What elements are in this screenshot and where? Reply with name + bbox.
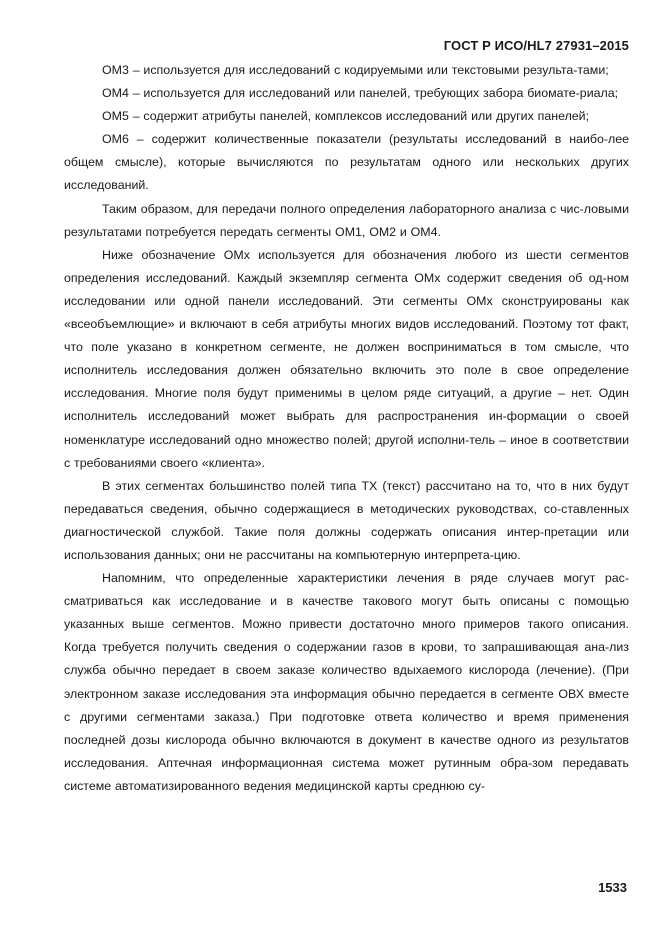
- paragraph-om3: ОМ3 – используется для исследований с кодируемыми или текстовыми результа-тами;: [102, 63, 609, 77]
- paragraph-om4: ОМ4 – используется для исследований или панелей, требующих забора биомате-риала;: [102, 86, 619, 101]
- paragraph-om6: ОМ6 – содержит количественные показатели (результаты исследований в наибо-лее общем смысле), которые вычисляются по результатам одного или нескольких других исследований.: [64, 132, 629, 193]
- page-number: 1533: [598, 880, 627, 895]
- paragraph-om5: ОМ5 – содержит атрибуты панелей, комплексов исследований или других панелей;: [102, 109, 590, 124]
- document-body: [64, 59, 629, 798]
- paragraph-treatment-note: Напомним, что определенные характеристики лечения в ряде случаев могут рас-сматриваться как исследование и в качестве такового могут быть описаны с помощью указанных выше сегментов. Можно привести достаточно много примеров такого описания. Когда требуется получить сведения о содержании газов в крови, то запрашивающая ана-лиз служба обычно передает в своем заказе количество вдыхаемого кислорода (лечение). (При электронном заказе исследования эта информация обычно передается в сегменте ОВХ вместе с другими сегментами заказа.) При подготовке ответа количество и время применения последней дозы кислорода обычно включаются в документ в качестве одного из результатов исследования. Аптечная информационная система может рутинным обра-зом передавать системе автоматизированного ведения медицинской карты среднюю су-: [64, 571, 629, 793]
- document-header: ГОСТ Р ИСО/HL7 27931–2015: [443, 38, 629, 53]
- paragraph-omx-description: Ниже обозначение ОМх используется для обозначения любого из шести сегментов определения исследований. Каждый экземпляр сегмента ОМх содержит сведения об од-ном исследовании или одной панели исследований. Эти сегменты ОМх сконструированы как «всеобъемлющие» и включают в себя атрибуты многих видов исследований. Поэтому тот факт, что поле указано в конкретном сегменте, не должен восприниматься в том смысле, что исполнитель исследования должен обязательно включить это поле в свое определение исследования. Многие поля будут применимы в целом ряде ситуаций, а другие – нет. Один исполнитель исследований может выбрать для распространения ин-формации о своей номенклатуре исследований одно множество полей; другой исполни-тель – иное в соответствии с требованиями своего «клиента».: [64, 247, 629, 470]
- paragraph-summary: Таким образом, для передачи полного определения лабораторного анализа с чис-ловыми результатами потребуется передать сегменты ОМ1, ОМ2 и ОМ4.: [64, 201, 629, 239]
- paragraph-tx-fields: В этих сегментах большинство полей типа ТХ (текст) рассчитано на то, что в них будут передаваться сведения, обычно содержащиеся в методических руководствах, со-ставленных диагностической службой. Такие поля должны содержать описания интер-претации или использования данных; они не рассчитаны на компьютерную интерпрета-цию.: [64, 478, 629, 562]
